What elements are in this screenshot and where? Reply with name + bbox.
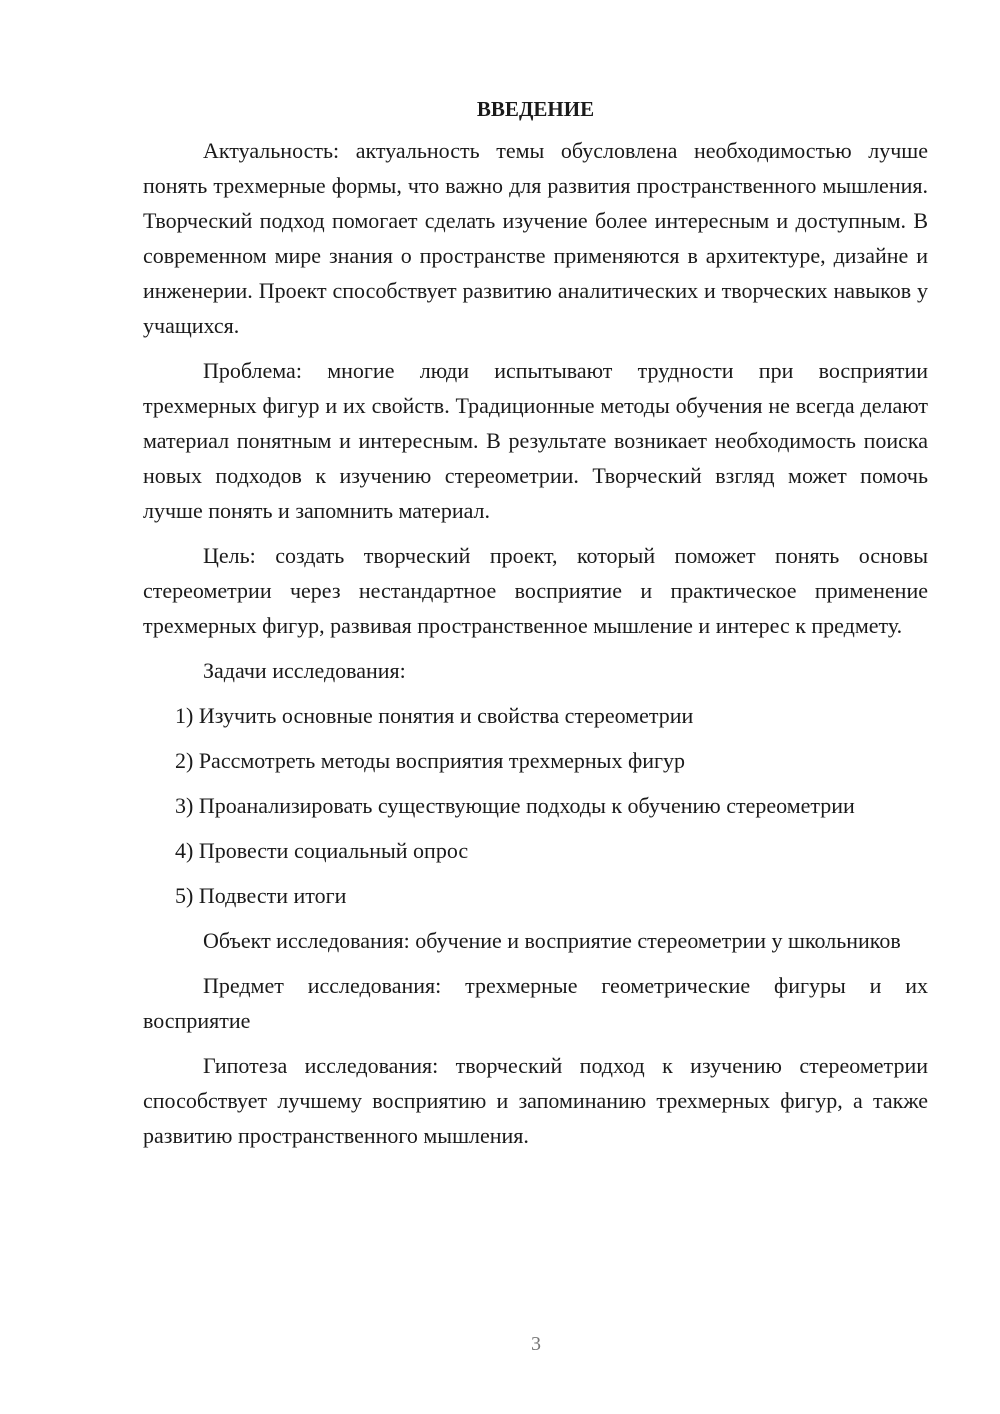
hypothesis-paragraph: Гипотеза исследования: творческий подход к изучению стереометрии способствует лучшему восприятию и запоминанию трехмерных фигур, а также развитию пространственного мышления.	[143, 1053, 928, 1148]
problem-paragraph: Проблема: многие люди испытывают трудности при восприятии трехмерных фигур и их свойств. Традиционные методы обучения не всегда делают материал понятным и интересным. В результате возникает необходимость поиска новых подходов к изучению стереометрии. Творческий взгляд может помочь лучше понять и запомнить материал.	[143, 358, 928, 523]
page-number: 3	[531, 1333, 541, 1355]
tasks-heading: Задачи исследования:	[203, 658, 406, 683]
task-item-3: 3) Проанализировать существующие подходы к обучению стереометрии	[175, 793, 855, 818]
object-paragraph: Объект исследования: обучение и восприятие стереометрии у школьников	[203, 928, 901, 953]
task-item-2: 2) Рассмотреть методы восприятия трехмерных фигур	[175, 748, 686, 773]
goal-paragraph: Цель: создать творческий проект, который поможет понять основы стереометрии через нестандартное восприятие и практическое применение трехмерных фигур, развивая пространственное мышление и интерес к предмету.	[143, 543, 928, 638]
document-page	[143, 92, 928, 1153]
task-item-1: 1) Изучить основные понятия и свойства стереометрии	[175, 703, 694, 728]
document-title: ВВЕДЕНИЕ	[476, 97, 595, 121]
task-item-5: 5) Подвести итоги	[175, 883, 347, 908]
subject-paragraph: Предмет исследования: трехмерные геометрические фигуры и их восприятие	[143, 973, 928, 1033]
relevance-paragraph: Актуальность: актуальность темы обусловлена необходимостью лучше понять трехмерные формы, что важно для развития пространственного мышления. Творческий подход помогает сделать изучение более интересным и доступным. В современном мире знания о пространстве применяются в архитектуре, дизайне и инженерии. Проект способствует развитию аналитических и творческих навыков у учащихся.	[143, 138, 928, 338]
task-item-4: 4) Провести социальный опрос	[175, 838, 469, 863]
